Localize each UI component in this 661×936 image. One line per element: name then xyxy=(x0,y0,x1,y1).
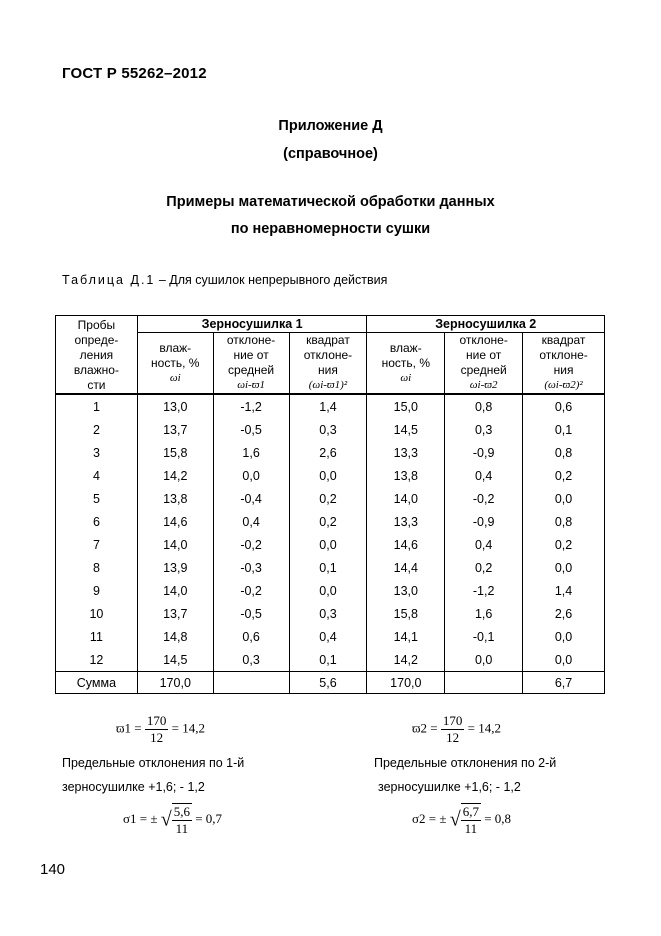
limits-1-line-2: зерносушилке +1,6; - 1,2 xyxy=(62,780,205,794)
table-cell: -0,9 xyxy=(445,510,523,533)
sample-number-cell: 1 xyxy=(56,394,138,418)
table-cell: 15,8 xyxy=(367,602,445,625)
table-cell: -0,4 xyxy=(213,487,289,510)
table-cell: 1,4 xyxy=(523,579,605,602)
sigma-formula-2: σ2 = ± √ $\frac{6,7}{11}$ = 0,8 xyxy=(412,804,512,836)
table-caption xyxy=(62,273,387,287)
table-cell: 1,4 xyxy=(289,394,367,418)
table-cell: 14,8 xyxy=(137,625,213,648)
table-cell: 14,0 xyxy=(367,487,445,510)
data-table xyxy=(55,315,605,694)
sample-number-cell: 2 xyxy=(56,418,138,441)
table-cell: 2,6 xyxy=(289,441,367,464)
table-cell: 0,2 xyxy=(445,556,523,579)
header-moisture-1: влаж- ность, % ωi xyxy=(137,333,213,395)
header-deviation-2: отклоне- ние от средней ωi-ϖ2 xyxy=(445,333,523,395)
table-cell: 13,3 xyxy=(367,441,445,464)
table-cell: 0,0 xyxy=(213,464,289,487)
table-cell: 15,0 xyxy=(367,394,445,418)
sum-cell: 6,7 xyxy=(523,672,605,694)
table-cell: 0,3 xyxy=(289,418,367,441)
limits-1-line-1: Предельные отклонения по 1-й xyxy=(62,756,245,770)
table-cell: 1,6 xyxy=(213,441,289,464)
table-cell: 14,1 xyxy=(367,625,445,648)
limits-2-line-2: зерносушилке +1,6; - 1,2 xyxy=(378,780,521,794)
document-code: ГОСТ Р 55262–2012 xyxy=(62,65,207,82)
table-cell: -1,2 xyxy=(445,579,523,602)
table-cell: -0,5 xyxy=(213,602,289,625)
table-cell: 1,6 xyxy=(445,602,523,625)
sample-number-cell: 12 xyxy=(56,648,138,672)
mean-formula-1: ϖ1 = $\frac{170}{12}$ = 14,2 xyxy=(116,713,205,745)
table-cell: 0,8 xyxy=(523,441,605,464)
sample-number-cell: 8 xyxy=(56,556,138,579)
table-cell: 0,6 xyxy=(213,625,289,648)
table-cell: 0,3 xyxy=(213,648,289,672)
table-cell: -0,5 xyxy=(213,418,289,441)
header-deviation-1: отклоне- ние от средней ωi-ϖ1 xyxy=(213,333,289,395)
table-cell: 0,4 xyxy=(445,533,523,556)
table-cell: 0,2 xyxy=(289,487,367,510)
table-cell: 13,3 xyxy=(367,510,445,533)
table-cell: 0,0 xyxy=(445,648,523,672)
heading-line-1: Примеры математической обработки данных xyxy=(166,194,495,210)
sample-number-cell: 10 xyxy=(56,602,138,625)
sum-cell: 5,6 xyxy=(289,672,367,694)
table-cell: 0,4 xyxy=(445,464,523,487)
table-cell: 0,8 xyxy=(445,394,523,418)
sample-number-cell: 4 xyxy=(56,464,138,487)
table-cell: 0,1 xyxy=(289,556,367,579)
table-cell: 0,2 xyxy=(523,464,605,487)
table-cell: 0,4 xyxy=(289,625,367,648)
sum-cell: 170,0 xyxy=(137,672,213,694)
table-cell: 13,8 xyxy=(367,464,445,487)
table-cell: 0,1 xyxy=(289,648,367,672)
table-cell: -0,2 xyxy=(445,487,523,510)
table-cell: 0,0 xyxy=(289,533,367,556)
table-row xyxy=(56,533,605,556)
table-cell: 14,5 xyxy=(137,648,213,672)
table-cell: 14,5 xyxy=(367,418,445,441)
sample-number-cell: 11 xyxy=(56,625,138,648)
sample-number-cell: 5 xyxy=(56,487,138,510)
table-cell: 14,0 xyxy=(137,579,213,602)
header-moisture-2: влаж- ность, % ωi xyxy=(367,333,445,395)
table-cell: 14,6 xyxy=(367,533,445,556)
header-dryer-1: Зерносушилка 1 xyxy=(137,316,367,333)
header-dryer-2: Зерносушилка 2 xyxy=(367,316,605,333)
table-cell: 0,4 xyxy=(213,510,289,533)
sigma-formula-1: σ1 = ± √ $\frac{5,6}{11}$ = 0,7 xyxy=(123,804,223,836)
sum-cell xyxy=(445,672,523,694)
table-cell: 14,0 xyxy=(137,533,213,556)
header-square-2: квадрат отклоне- ния (ωi-ϖ2)² xyxy=(523,333,605,395)
table-cell: 0,0 xyxy=(523,648,605,672)
table-cell: 15,8 xyxy=(137,441,213,464)
table-cell: 2,6 xyxy=(523,602,605,625)
header-samples: Пробы опреде- ления влажно- сти xyxy=(56,316,138,395)
table-row xyxy=(56,579,605,602)
table-cell: 14,2 xyxy=(137,464,213,487)
table-row xyxy=(56,510,605,533)
table-row xyxy=(56,487,605,510)
table-cell: 13,9 xyxy=(137,556,213,579)
appendix-title: Приложение Д xyxy=(278,118,383,134)
sum-label: Сумма xyxy=(56,672,138,694)
table-cell: 0,3 xyxy=(445,418,523,441)
table-cell: 0,6 xyxy=(523,394,605,418)
table-row xyxy=(56,625,605,648)
table-cell: 0,0 xyxy=(523,625,605,648)
table-cell: -0,1 xyxy=(445,625,523,648)
table-row xyxy=(56,648,605,672)
appendix-type: (справочное) xyxy=(283,146,378,162)
table-cell: 13,0 xyxy=(367,579,445,602)
table-cell: -1,2 xyxy=(213,394,289,418)
page-number: 140 xyxy=(40,861,66,878)
header-square-1: квадрат отклоне- ния (ωi-ϖ1)² xyxy=(289,333,367,395)
sum-row xyxy=(56,672,605,694)
caption-prefix: Таблица Д.1 xyxy=(62,273,156,287)
table-cell: 13,7 xyxy=(137,418,213,441)
table-cell: -0,9 xyxy=(445,441,523,464)
table-cell: 13,0 xyxy=(137,394,213,418)
table-cell: 0,0 xyxy=(289,464,367,487)
table-cell: -0,3 xyxy=(213,556,289,579)
table-cell: 0,2 xyxy=(289,510,367,533)
table-row xyxy=(56,394,605,418)
sample-number-cell: 6 xyxy=(56,510,138,533)
sample-number-cell: 3 xyxy=(56,441,138,464)
table-cell: 0,3 xyxy=(289,602,367,625)
table-cell: -0,2 xyxy=(213,579,289,602)
table-row xyxy=(56,441,605,464)
table-cell: 0,8 xyxy=(523,510,605,533)
sample-number-cell: 7 xyxy=(56,533,138,556)
table-cell: 0,1 xyxy=(523,418,605,441)
table-row xyxy=(56,464,605,487)
table-cell: 14,4 xyxy=(367,556,445,579)
sum-cell: 170,0 xyxy=(367,672,445,694)
table-cell: 0,2 xyxy=(523,533,605,556)
table-cell: 14,6 xyxy=(137,510,213,533)
mean-formula-2: ϖ2 = $\frac{170}{12}$ = 14,2 xyxy=(412,713,501,745)
limits-2-line-1: Предельные отклонения по 2-й xyxy=(374,756,557,770)
table-cell: 0,0 xyxy=(289,579,367,602)
table-cell: 13,8 xyxy=(137,487,213,510)
table-cell: 13,7 xyxy=(137,602,213,625)
table-row xyxy=(56,556,605,579)
table-row xyxy=(56,602,605,625)
table-row xyxy=(56,418,605,441)
table-cell: 0,0 xyxy=(523,487,605,510)
table-cell: -0,2 xyxy=(213,533,289,556)
sample-number-cell: 9 xyxy=(56,579,138,602)
table-cell: 14,2 xyxy=(367,648,445,672)
heading-line-2: по неравномерности сушки xyxy=(230,221,431,237)
caption-text: – Для сушилок непрерывного действия xyxy=(155,273,388,287)
table-cell: 0,0 xyxy=(523,556,605,579)
sum-cell xyxy=(213,672,289,694)
